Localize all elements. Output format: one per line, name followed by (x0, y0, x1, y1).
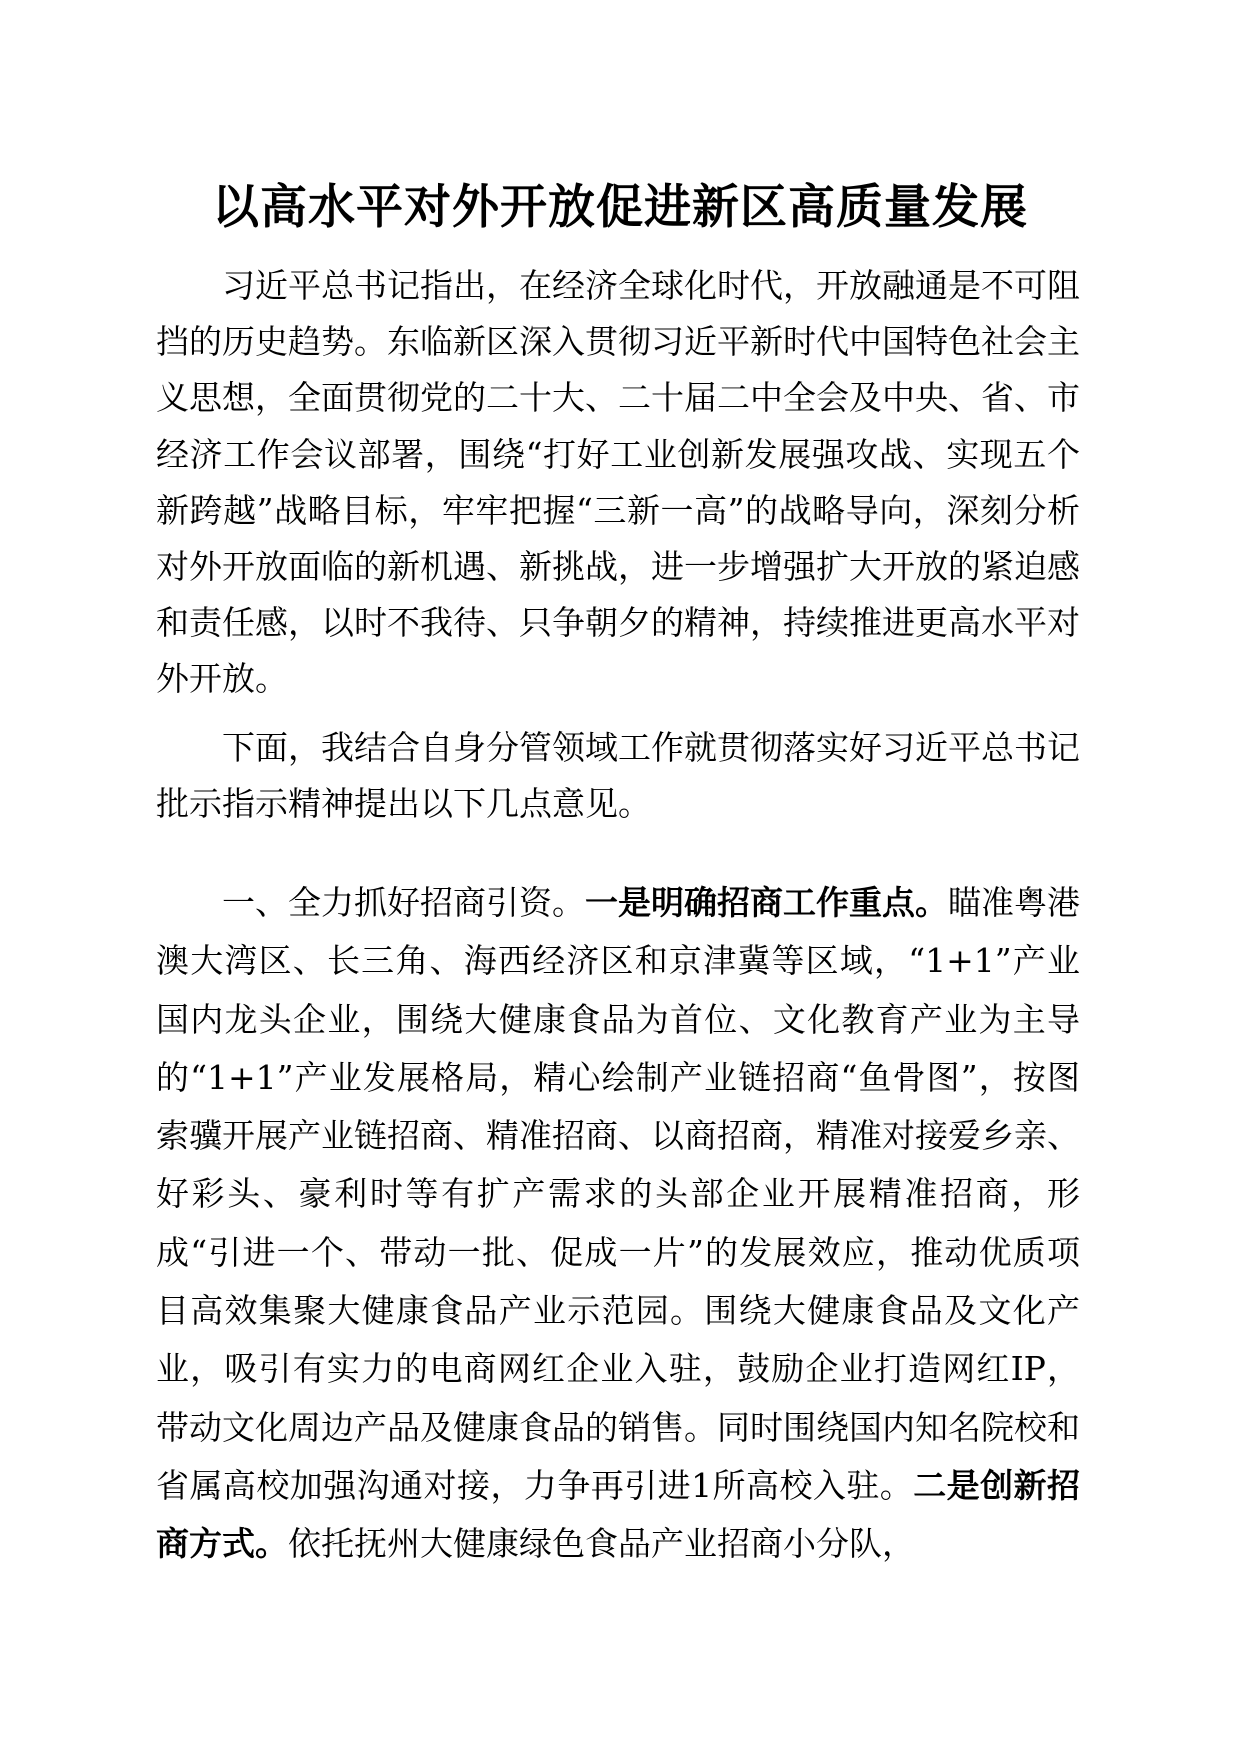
point-one-text: 瞄准粤港澳大湾区、长三角、海西经济区和京津冀等区域，“1+1”产业国内龙头企业，围绕大健康食品为首位、文化教育产业为主导的“1+1”产业发展格局，精心绘制产业链招商“鱼骨图”，按图索骥开展产业链招商、精准招商、以商招商，精准对接爱乡亲、好彩头、豪利时等有扩产需求的头部企业开展精准招商，形成“引进一个、带动一批、促成一片”的发展效应，推动优质项目高效集聚大健康食品产业示范园。围绕大健康食品及文化产业，吸引有实力的电商网红企业入驻，鼓励企业打造网红IP，带动文化周边产品及健康食品的销售。同时围绕国内知名院校和省属高校加强沟通对接，力争再引进1所高校入驻。 (156, 883, 1080, 1505)
point-two-title: 二是创新招商方式。 (156, 1465, 1080, 1564)
section-heading: 一、全力抓好招商引资。 (222, 883, 585, 922)
paragraph-investment (156, 874, 1080, 1574)
paragraph-transition: 下面，我结合自身分管领域工作就贯彻落实好习近平总书记批示指示精神提出以下几点意见。 (156, 728, 1080, 823)
point-one-title: 一是明确招商工作重点。 (585, 883, 948, 922)
point-two-text: 依托抚州大健康绿色食品产业招商小分队， (288, 1524, 915, 1564)
paragraph-intro: 习近平总书记指出，在经济全球化时代，开放融通是不可阻挡的历史趋势。东临新区深入贯彻习近平新时代中国特色社会主义思想，全面贯彻党的二十大、二十届二中全会及中央、省、市经济工作会议部署，围绕“打好工业创新发展强攻战、实现五个新跨越”战略目标，牢牢把握“三新一高”的战略导向，深刻分析对外开放面临的新机遇、新挑战，进一步增强扩大开放的紧迫感和责任感，以时不我待、只争朝夕的精神，持续推进更高水平对外开放。 (156, 266, 1080, 699)
document-title: 以高水平对外开放促进新区高质量发展 (212, 180, 1028, 235)
